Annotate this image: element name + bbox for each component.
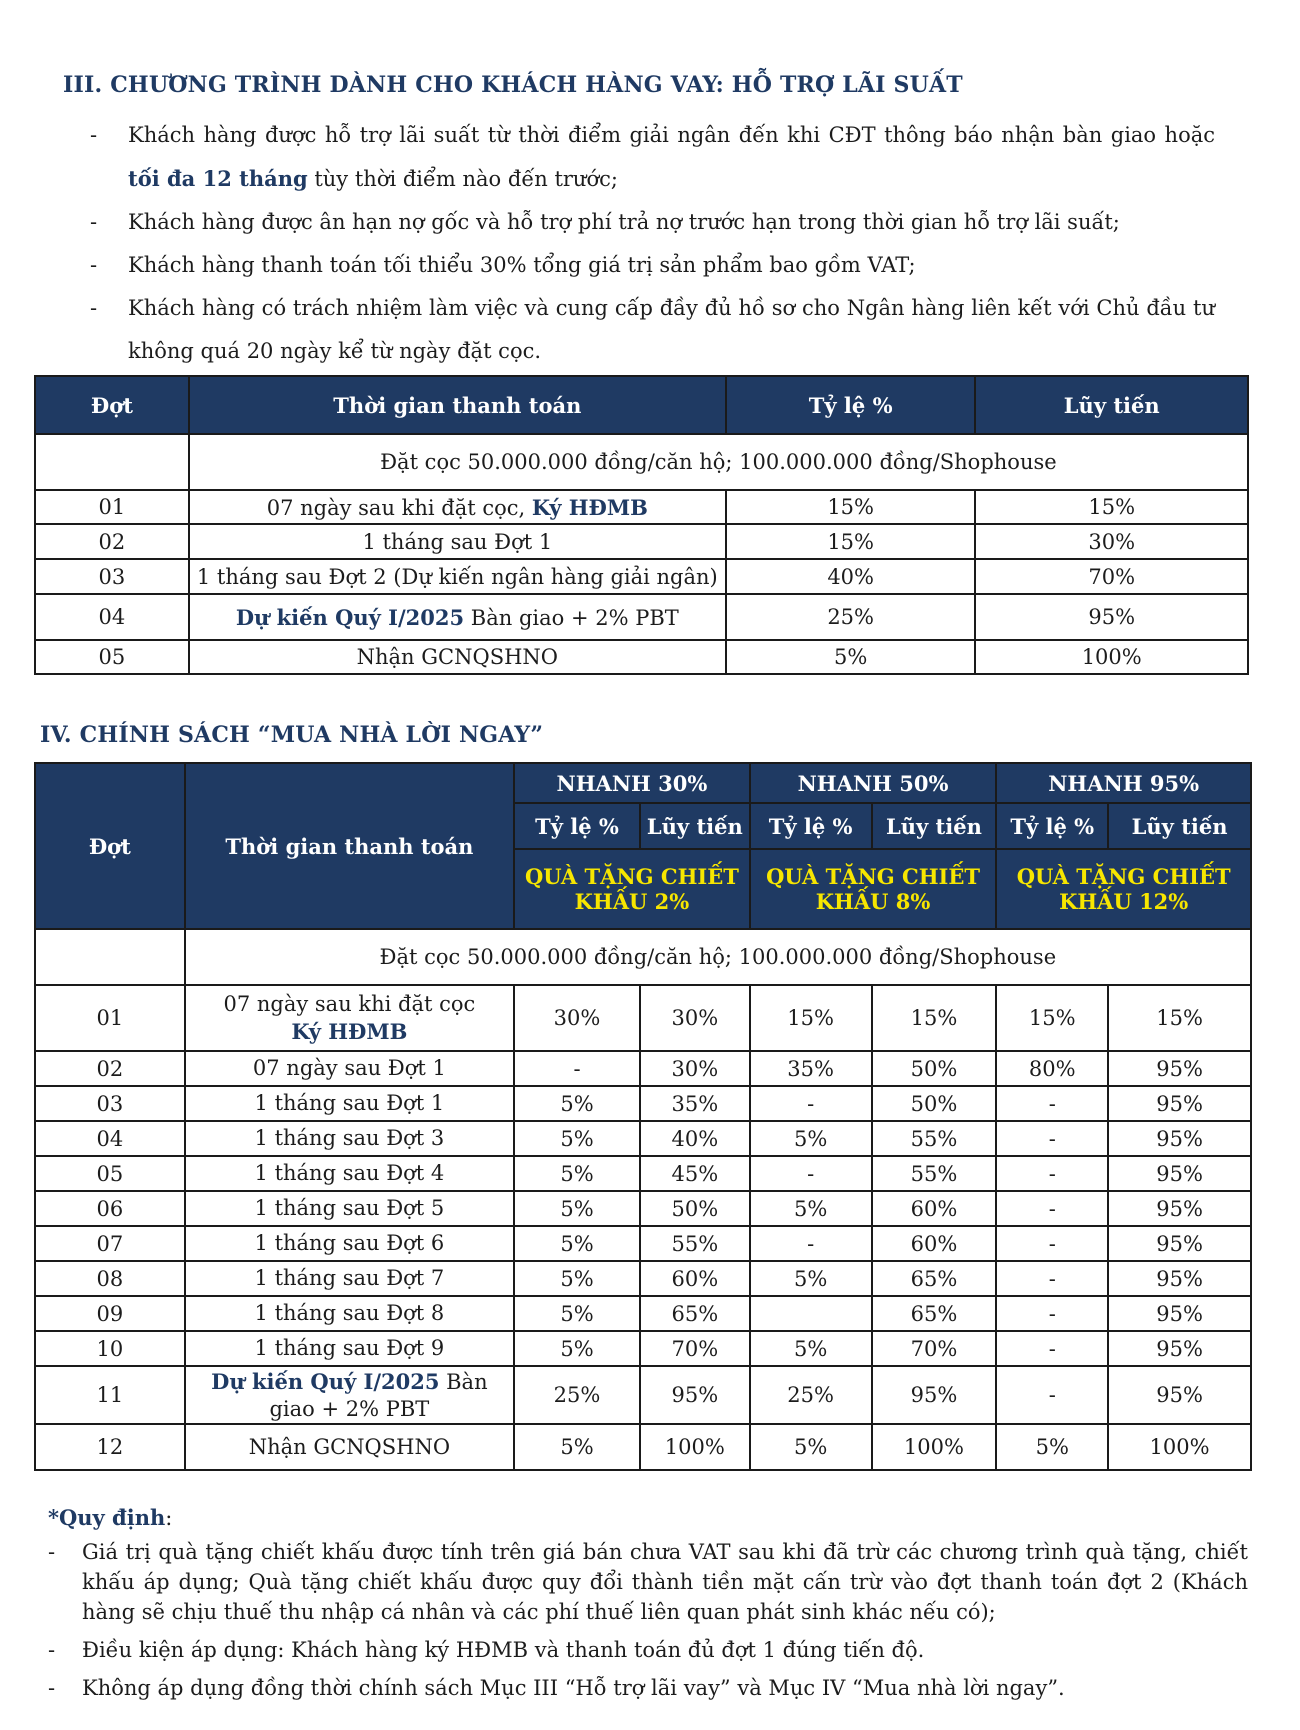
rate-cell: 15% xyxy=(726,524,976,559)
cumulative-cell: 15% xyxy=(1108,985,1251,1051)
time-cell xyxy=(185,1156,514,1191)
rate-cell: 5% xyxy=(750,1331,872,1366)
rate-cell: 5% xyxy=(514,1331,640,1366)
cumulative-cell: 30% xyxy=(640,1051,750,1086)
header-cumulative: Lũy tiến xyxy=(975,376,1248,434)
cumulative-cell: 95% xyxy=(1108,1051,1251,1086)
rate-cell: 5% xyxy=(750,1121,872,1156)
cumulative-cell: 95% xyxy=(1108,1156,1251,1191)
dash: - xyxy=(48,1676,56,1700)
time-text: 1 tháng sau Đợt 7 xyxy=(254,1266,445,1290)
note-item xyxy=(48,1635,1248,1665)
dash: - xyxy=(48,1540,56,1564)
cumulative-cell: 100% xyxy=(1108,1424,1251,1470)
header-time: Thời gian thanh toán xyxy=(185,763,514,929)
rate-cell: 25% xyxy=(726,594,976,640)
time-cell: 1 tháng sau Đợt 2 (Dự kiến ngân hàng giải ngân) xyxy=(189,559,726,594)
rate-cell xyxy=(750,1296,872,1331)
rate-cell: 5% xyxy=(514,1156,640,1191)
rate-cell: 15% xyxy=(726,490,976,524)
time-cell xyxy=(185,1086,514,1121)
time-cell xyxy=(185,1121,514,1156)
time-cell xyxy=(185,1366,514,1424)
rate-cell: 5% xyxy=(750,1424,872,1470)
time-text: 1 tháng sau Đợt 9 xyxy=(254,1336,445,1360)
header-cumulative: Lũy tiến xyxy=(1108,803,1251,849)
deposit-row xyxy=(35,434,1248,490)
dash: - xyxy=(90,253,98,277)
table-row xyxy=(35,1191,1251,1226)
dot-cell: 06 xyxy=(35,1191,185,1226)
cumulative-cell: 95% xyxy=(1108,1121,1251,1156)
rate-cell: - xyxy=(996,1331,1108,1366)
table-row xyxy=(35,524,1248,559)
time-text: 1 tháng sau Đợt 6 xyxy=(254,1231,445,1255)
cumulative-cell: 95% xyxy=(1108,1331,1251,1366)
time-cell xyxy=(185,1296,514,1331)
bullet-item xyxy=(90,287,1215,373)
time-text: Nhận GCNQSHNO xyxy=(248,1434,451,1459)
cumulative-cell: 95% xyxy=(1108,1086,1251,1121)
rate-cell: 25% xyxy=(750,1366,872,1424)
cumulative-cell: 45% xyxy=(640,1156,750,1191)
time-text: 07 ngày sau Đợt 1 xyxy=(252,1056,446,1080)
cumulative-cell: 60% xyxy=(640,1261,750,1296)
time-text: 07 ngày sau khi đặt cọc xyxy=(223,991,476,1016)
time-cell xyxy=(189,594,726,640)
section-3-payment-table xyxy=(34,375,1249,675)
rate-cell: 25% xyxy=(514,1366,640,1424)
time-text: 1 tháng sau Đợt 8 xyxy=(254,1301,445,1325)
cumulative-cell: 60% xyxy=(872,1191,997,1226)
cumulative-cell: 65% xyxy=(872,1296,997,1331)
cumulative-cell: 50% xyxy=(872,1086,997,1121)
rate-cell: 5% xyxy=(514,1226,640,1261)
dash: - xyxy=(48,1638,56,1662)
rate-cell: - xyxy=(996,1261,1108,1296)
table-row xyxy=(35,1226,1251,1261)
section-3-title: III. CHƯƠNG TRÌNH DÀNH CHO KHÁCH HÀNG VAY: HỖ TRỢ LÃI SUẤT xyxy=(63,72,963,98)
cumulative-cell: 40% xyxy=(640,1121,750,1156)
section-4-table-body xyxy=(35,985,1251,1470)
rate-cell: - xyxy=(996,1296,1108,1331)
time-cell xyxy=(185,985,514,1051)
table-cell xyxy=(35,929,185,985)
rate-cell: 5% xyxy=(514,1191,640,1226)
table-row xyxy=(35,1261,1251,1296)
dot-cell: 08 xyxy=(35,1261,185,1296)
cumulative-cell: 95% xyxy=(1108,1366,1251,1424)
rate-cell: 35% xyxy=(750,1051,872,1086)
cumulative-cell: 30% xyxy=(975,524,1248,559)
deposit-row xyxy=(35,929,1251,985)
bullet-text: Khách hàng có trách nhiệm làm việc và cung cấp đầy đủ hồ sơ cho Ngân hàng liên kết với Chủ đầu tư không quá 20 ngày kể từ ngày đặt cọc. xyxy=(128,296,1215,363)
time-text: 1 tháng sau Đợt 3 xyxy=(254,1126,445,1150)
time-bold-text: Dự kiến Quý I/2025 xyxy=(235,604,465,630)
dot-cell: 04 xyxy=(35,1121,185,1156)
dot-cell: 10 xyxy=(35,1331,185,1366)
cumulative-cell: 95% xyxy=(975,594,1248,640)
bullet-item xyxy=(90,244,1215,287)
rate-cell: 30% xyxy=(514,985,640,1051)
dot-cell: 01 xyxy=(35,985,185,1051)
cumulative-cell: 50% xyxy=(872,1051,997,1086)
dot-cell: 02 xyxy=(35,524,189,559)
table-cell xyxy=(35,434,189,490)
header-dot: Đợt xyxy=(35,763,185,929)
rate-cell: 15% xyxy=(996,985,1108,1051)
rate-cell: - xyxy=(996,1086,1108,1121)
rate-cell: - xyxy=(996,1156,1108,1191)
table-row xyxy=(35,1086,1251,1121)
bullet-bold-text: tối đa 12 tháng xyxy=(128,166,308,191)
cumulative-cell: 95% xyxy=(640,1366,750,1424)
bullet-text: Khách hàng được hỗ trợ lãi suất từ thời điểm giải ngân đến khi CĐT thông báo nhận bàn giao hoặc xyxy=(128,123,1215,147)
table-row xyxy=(35,594,1248,640)
rate-cell: 5% xyxy=(514,1261,640,1296)
dash: - xyxy=(90,123,98,147)
rate-cell: - xyxy=(996,1191,1108,1226)
rate-cell: - xyxy=(996,1226,1108,1261)
time-cell xyxy=(185,1331,514,1366)
rate-cell: 5% xyxy=(514,1424,640,1470)
note-text: Điều kiện áp dụng: Khách hàng ký HĐMB và thanh toán đủ đợt 1 đúng tiến độ. xyxy=(82,1638,925,1662)
notes-colon: : xyxy=(165,1506,173,1530)
table-row xyxy=(35,490,1248,524)
table-row xyxy=(35,1296,1251,1331)
cumulative-cell: 100% xyxy=(872,1424,997,1470)
section-4-payment-table xyxy=(34,762,1252,1471)
dot-cell: 02 xyxy=(35,1051,185,1086)
cumulative-cell: 55% xyxy=(872,1156,997,1191)
table-row xyxy=(35,1121,1251,1156)
deposit-text: Đặt cọc 50.000.000 đồng/căn hộ; 100.000.000 đồng/Shophouse xyxy=(185,929,1251,985)
bullet-item xyxy=(90,201,1215,244)
header-rate: Tỷ lệ % xyxy=(514,803,640,849)
rate-cell: - xyxy=(996,1121,1108,1156)
rate-cell: - xyxy=(996,1366,1108,1424)
notes-title: *Quy định xyxy=(48,1505,166,1530)
time-text: Bàn giao + 2% PBT xyxy=(464,605,679,630)
table-row xyxy=(35,985,1251,1051)
cumulative-cell: 60% xyxy=(872,1226,997,1261)
table-row xyxy=(35,559,1248,594)
rate-cell: - xyxy=(750,1226,872,1261)
time-cell xyxy=(185,1191,514,1226)
note-text: Không áp dụng đồng thời chính sách Mục III “Hỗ trợ lãi vay” và Mục IV “Mua nhà lời ngay”. xyxy=(82,1676,1065,1700)
section-4-title: IV. CHÍNH SÁCH “MUA NHÀ LỜI NGAY” xyxy=(40,722,544,748)
rate-cell: 5% xyxy=(514,1296,640,1331)
table-row xyxy=(35,1051,1251,1086)
cumulative-cell: 100% xyxy=(640,1424,750,1470)
header-rate: Tỷ lệ % xyxy=(996,803,1108,849)
cumulative-cell: 95% xyxy=(1108,1296,1251,1331)
cumulative-cell: 95% xyxy=(1108,1226,1251,1261)
table-row xyxy=(35,640,1248,674)
cumulative-cell: 95% xyxy=(1108,1191,1251,1226)
dot-cell: 12 xyxy=(35,1424,185,1470)
dot-cell: 03 xyxy=(35,1086,185,1121)
dot-cell: 03 xyxy=(35,559,189,594)
header-cumulative: Lũy tiến xyxy=(872,803,997,849)
bullet-text: tùy thời điểm nào đến trước; xyxy=(307,167,618,191)
time-text: 07 ngày sau khi đặt cọc, xyxy=(266,495,532,520)
header-group-50: NHANH 50% xyxy=(750,763,997,803)
dot-cell: 09 xyxy=(35,1296,185,1331)
cumulative-cell: 15% xyxy=(872,985,997,1051)
rate-cell: 5% xyxy=(996,1424,1108,1470)
header-rate: Tỷ lệ % xyxy=(726,376,976,434)
dot-cell: 05 xyxy=(35,640,189,674)
cumulative-cell: 65% xyxy=(872,1261,997,1296)
cumulative-cell: 100% xyxy=(975,640,1248,674)
header-rate: Tỷ lệ % xyxy=(750,803,872,849)
time-cell xyxy=(189,490,726,524)
cumulative-cell: 70% xyxy=(975,559,1248,594)
header-time: Thời gian thanh toán xyxy=(189,376,726,434)
table-header-row xyxy=(35,763,1251,803)
dash: - xyxy=(90,210,98,234)
deposit-text: Đặt cọc 50.000.000 đồng/căn hộ; 100.000.000 đồng/Shophouse xyxy=(189,434,1248,490)
bullet-item xyxy=(90,114,1215,201)
time-bold-text: Ký HĐMB xyxy=(291,1018,408,1044)
gift-discount-12: QUÀ TẶNG CHIẾT KHẤU 12% xyxy=(996,849,1251,929)
cumulative-cell: 55% xyxy=(640,1226,750,1261)
rate-cell: - xyxy=(514,1051,640,1086)
rate-cell: - xyxy=(750,1156,872,1191)
rate-cell: 40% xyxy=(726,559,976,594)
note-item xyxy=(48,1673,1248,1703)
header-group-30: NHANH 30% xyxy=(514,763,750,803)
rate-cell: 5% xyxy=(514,1086,640,1121)
cumulative-cell: 15% xyxy=(975,490,1248,524)
table-row xyxy=(35,1331,1251,1366)
time-cell xyxy=(185,1261,514,1296)
cumulative-cell: 30% xyxy=(640,985,750,1051)
rate-cell: 5% xyxy=(514,1121,640,1156)
table-row xyxy=(35,1156,1251,1191)
dot-cell: 05 xyxy=(35,1156,185,1191)
rate-cell: 5% xyxy=(726,640,976,674)
dot-cell: 07 xyxy=(35,1226,185,1261)
gift-discount-2: QUÀ TẶNG CHIẾT KHẤU 2% xyxy=(514,849,750,929)
time-text: Bàn giao + 2% PBT xyxy=(269,1369,488,1421)
note-text: Giá trị quà tặng chiết khấu được tính trên giá bán chưa VAT sau khi đã trừ các chương trình quà tặng, chiết khấu áp dụng; Quà tặng chiết khấu được quy đổi thành tiền mặt cấn trừ vào đợt thanh toán đợt 2 (Khách hàng sẽ chịu thuế thu nhập cá nhân và các phí thuế liên quan phát sinh khác nếu có); xyxy=(82,1540,1248,1624)
table-row xyxy=(35,1366,1251,1424)
time-text: 1 tháng sau Đợt 5 xyxy=(254,1196,445,1220)
time-cell xyxy=(185,1226,514,1261)
bullet-text: Khách hàng được ân hạn nợ gốc và hỗ trợ phí trả nợ trước hạn trong thời gian hỗ trợ lãi suất; xyxy=(128,210,1120,234)
rate-cell: 80% xyxy=(996,1051,1108,1086)
dot-cell: 01 xyxy=(35,490,189,524)
rate-cell: 5% xyxy=(750,1261,872,1296)
dot-cell: 11 xyxy=(35,1366,185,1424)
cumulative-cell: 70% xyxy=(640,1331,750,1366)
note-item xyxy=(48,1537,1248,1627)
cumulative-cell: 65% xyxy=(640,1296,750,1331)
dash: - xyxy=(90,296,98,320)
rate-cell: 15% xyxy=(750,985,872,1051)
dot-cell: 04 xyxy=(35,594,189,640)
time-text: 1 tháng sau Đợt 1 xyxy=(254,1091,445,1115)
time-cell xyxy=(185,1424,514,1470)
time-cell: 1 tháng sau Đợt 1 xyxy=(189,524,726,559)
cumulative-cell: 95% xyxy=(872,1366,997,1424)
gift-discount-8: QUÀ TẶNG CHIẾT KHẤU 8% xyxy=(750,849,997,929)
cumulative-cell: 35% xyxy=(640,1086,750,1121)
header-group-95: NHANH 95% xyxy=(996,763,1251,803)
rate-cell: 5% xyxy=(750,1191,872,1226)
time-bold-text: Dự kiến Quý I/2025 xyxy=(211,1368,440,1394)
table-header-row xyxy=(35,376,1248,434)
notes-block xyxy=(48,1503,1248,1711)
time-bold-text: Ký HĐMB xyxy=(531,494,648,520)
time-cell: Nhận GCNQSHNO xyxy=(189,640,726,674)
notes-list xyxy=(48,1537,1248,1703)
cumulative-cell: 50% xyxy=(640,1191,750,1226)
rate-cell: - xyxy=(750,1086,872,1121)
time-text: 1 tháng sau Đợt 4 xyxy=(254,1161,445,1185)
bullet-text: Khách hàng thanh toán tối thiểu 30% tổng giá trị sản phẩm bao gồm VAT; xyxy=(128,253,916,277)
section-3-bullets xyxy=(90,114,1215,373)
cumulative-cell: 55% xyxy=(872,1121,997,1156)
cumulative-cell: 70% xyxy=(872,1331,997,1366)
table-row xyxy=(35,1424,1251,1470)
header-cumulative: Lũy tiến xyxy=(640,803,750,849)
header-dot: Đợt xyxy=(35,376,189,434)
time-cell xyxy=(185,1051,514,1086)
cumulative-cell: 95% xyxy=(1108,1261,1251,1296)
